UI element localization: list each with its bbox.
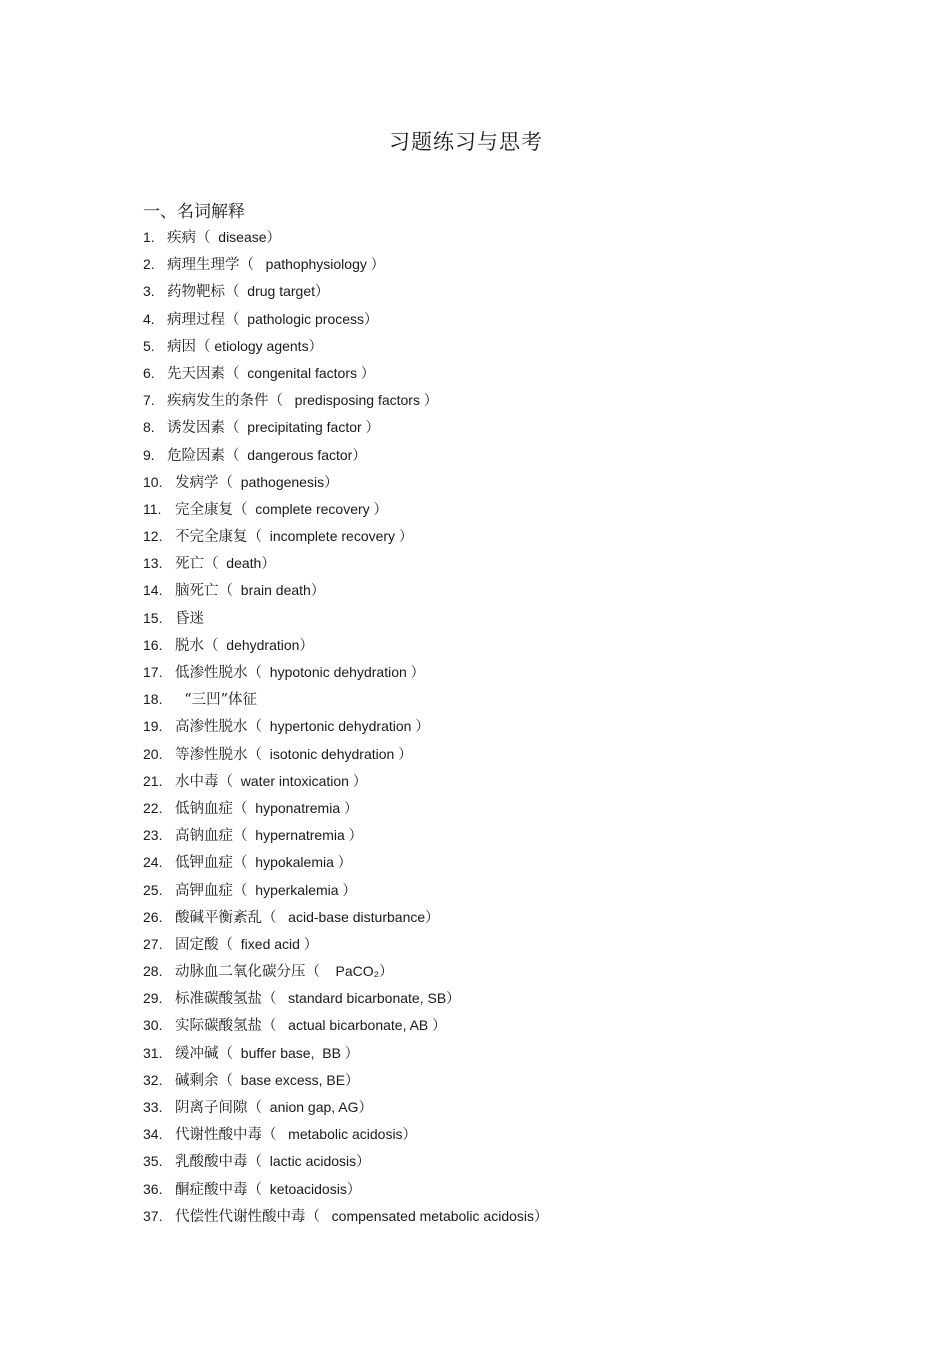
list-item xyxy=(143,851,548,878)
list-item xyxy=(143,960,548,987)
item-term-en: compensated metabolic acidosis） xyxy=(320,1207,548,1224)
list-item xyxy=(143,715,548,742)
item-term-zh: 缓冲碱（ xyxy=(175,1045,233,1062)
item-number: 33. xyxy=(143,1099,163,1115)
item-number: 9. xyxy=(143,446,155,463)
item-term-zh: 动脉血二氧化碳分压（ xyxy=(175,964,320,981)
list-item xyxy=(143,634,548,661)
item-term-zh: 实际碳酸氢盐（ xyxy=(175,1018,277,1035)
item-term-zh: 碱剩余（ xyxy=(175,1072,233,1089)
item-term-en: drug target） xyxy=(239,283,329,300)
item-term-zh: 完全康复（ xyxy=(175,501,248,518)
item-number: 1. xyxy=(143,229,155,245)
item-term-zh: 昏迷 xyxy=(175,610,204,627)
item-term-en: predisposing factors ） xyxy=(283,392,438,409)
item-term-en: lactic acidosis） xyxy=(262,1153,371,1170)
item-term-en: fixed acid ） xyxy=(233,935,318,952)
item-number: 5. xyxy=(143,337,155,354)
item-number: 27. xyxy=(143,935,163,952)
item-term-en: standard bicarbonate, SB） xyxy=(276,990,461,1007)
list-item xyxy=(143,607,548,634)
item-number: 14. xyxy=(143,582,163,599)
list-item xyxy=(143,1042,548,1069)
item-term-zh: 酸碱平衡紊乱（ xyxy=(175,909,277,926)
item-term-en: actual bicarbonate, AB ） xyxy=(276,1017,447,1034)
item-number: 3. xyxy=(143,283,155,300)
item-term-zh: 标准碳酸氢盐（ xyxy=(175,991,277,1008)
list-item xyxy=(143,1150,548,1177)
list-item xyxy=(143,389,548,416)
item-term-zh: 阴离子间隙（ xyxy=(175,1100,262,1116)
item-term-zh: 代偿性代谢性酸中毒（ xyxy=(175,1208,320,1225)
list-item xyxy=(143,933,548,960)
item-term-zh: 酮症酸中毒（ xyxy=(175,1181,262,1198)
item-term-zh: 高钠血症（ xyxy=(175,828,248,845)
list-item xyxy=(143,444,548,471)
item-term-zh: 病因（ xyxy=(167,338,211,355)
item-number: 30. xyxy=(143,1017,163,1034)
item-number: 29. xyxy=(143,990,163,1007)
item-term-zh: 乳酸酸中毒（ xyxy=(175,1154,262,1171)
term-list xyxy=(143,226,548,1232)
page-title: 习题练习与思考 xyxy=(389,130,543,154)
list-item xyxy=(143,906,548,933)
item-term-zh: “三凹”体征 xyxy=(175,692,258,709)
item-number: 11. xyxy=(143,500,162,517)
item-number: 23. xyxy=(143,827,163,844)
item-term-zh: 脱水（ xyxy=(175,637,219,654)
item-number: 31. xyxy=(143,1044,163,1061)
item-number: 37. xyxy=(143,1207,163,1224)
list-item xyxy=(143,879,548,906)
item-number: 8. xyxy=(143,419,155,436)
item-number: 10. xyxy=(143,473,163,490)
list-item xyxy=(143,1069,548,1096)
item-number: 32. xyxy=(143,1071,163,1088)
item-term-en: acid-base disturbance） xyxy=(276,908,440,925)
item-term-en: complete recovery ） xyxy=(247,500,388,517)
item-term-zh: 疾病发生的条件（ xyxy=(167,393,283,410)
item-term-zh: 低钠血症（ xyxy=(175,800,248,817)
list-item xyxy=(143,416,548,443)
item-term-en: hypotonic dehydration ） xyxy=(262,664,425,680)
list-item xyxy=(143,552,548,579)
item-number: 2. xyxy=(143,256,155,273)
item-term-zh: 脑死亡（ xyxy=(175,583,233,600)
list-item xyxy=(143,579,548,606)
item-term-zh: 死亡（ xyxy=(175,556,219,573)
item-term-zh: 病理过程（ xyxy=(167,311,240,328)
item-number: 17. xyxy=(143,664,163,680)
list-item xyxy=(143,987,548,1014)
item-number: 12. xyxy=(143,528,163,545)
list-item xyxy=(143,362,548,389)
item-term-zh: 先天因素（ xyxy=(167,365,240,382)
list-item xyxy=(143,770,548,797)
item-term-en: water intoxication ） xyxy=(233,772,367,789)
item-term-zh: 代谢性酸中毒（ xyxy=(175,1127,277,1144)
item-number: 36. xyxy=(143,1180,163,1197)
item-number: 19. xyxy=(143,718,163,735)
list-item xyxy=(143,226,548,253)
item-term-zh: 药物靶标（ xyxy=(167,284,240,301)
list-item xyxy=(143,525,548,552)
item-term-zh: 危险因素（ xyxy=(167,447,240,464)
list-item xyxy=(143,743,548,770)
item-number: 24. xyxy=(143,854,163,871)
item-term-zh: 高渗性脱水（ xyxy=(175,719,262,736)
item-term-en: precipitating factor ） xyxy=(239,419,380,436)
item-term-zh: 固定酸（ xyxy=(175,936,233,953)
list-item xyxy=(143,1178,548,1205)
item-term-zh: 低渗性脱水（ xyxy=(175,665,262,681)
item-term-en: dehydration） xyxy=(218,636,314,653)
item-number: 13. xyxy=(143,555,163,572)
list-item xyxy=(143,280,548,307)
item-term-en: death） xyxy=(218,555,276,572)
item-term-zh: 诱发因素（ xyxy=(167,420,240,437)
list-item xyxy=(143,471,548,498)
list-item xyxy=(143,498,548,525)
item-term-en: brain death） xyxy=(233,582,325,599)
item-term-zh: 发病学（ xyxy=(175,474,233,491)
item-number: 18. xyxy=(143,691,163,708)
item-term-en: hyperkalemia ） xyxy=(247,881,357,898)
item-term-en: disease） xyxy=(210,229,281,245)
item-term-en: hypernatremia ） xyxy=(247,827,363,844)
item-number: 4. xyxy=(143,310,155,327)
item-number: 26. xyxy=(143,908,163,925)
item-term-zh: 不完全康复（ xyxy=(175,529,262,546)
item-term-zh: 病理生理学（ xyxy=(167,257,254,274)
list-item xyxy=(143,824,548,851)
item-term-zh: 低钾血症（ xyxy=(175,855,248,872)
item-term-en: etiology agents） xyxy=(210,337,323,354)
item-term-en: congenital factors ） xyxy=(239,364,375,381)
item-term-en: pathologic process） xyxy=(239,310,379,327)
item-term-zh: 高钾血症（ xyxy=(175,882,248,899)
list-item xyxy=(143,797,548,824)
item-term-zh: 水中毒（ xyxy=(175,773,233,790)
item-term-en: hypokalemia ） xyxy=(247,854,352,871)
list-item xyxy=(143,335,548,362)
item-term-en: buffer base, BB ） xyxy=(233,1044,359,1061)
item-term-en: isotonic dehydration ） xyxy=(262,745,413,762)
item-number: 22. xyxy=(143,799,163,816)
item-number: 15. xyxy=(143,609,163,626)
item-number: 34. xyxy=(143,1126,163,1143)
item-term-en: anion gap, AG） xyxy=(262,1099,373,1115)
item-number: 35. xyxy=(143,1153,163,1170)
list-item xyxy=(143,253,548,280)
item-term-en: PaCO₂） xyxy=(320,963,394,980)
list-item xyxy=(143,308,548,335)
list-item xyxy=(143,688,548,715)
item-term-en: hypertonic dehydration ） xyxy=(262,718,430,735)
item-number: 28. xyxy=(143,963,163,980)
item-term-en: pathogenesis） xyxy=(233,473,339,490)
item-term-zh: 等渗性脱水（ xyxy=(175,746,262,763)
item-number: 25. xyxy=(143,881,163,898)
item-term-en: incomplete recovery ） xyxy=(262,528,413,545)
list-item xyxy=(143,1205,548,1232)
list-item xyxy=(143,1014,548,1041)
section-heading: 一、名词解释 xyxy=(143,202,245,222)
item-number: 20. xyxy=(143,745,163,762)
item-term-en: base excess, BE） xyxy=(233,1071,360,1088)
list-item xyxy=(143,1096,548,1123)
item-number: 21. xyxy=(143,772,163,789)
list-item xyxy=(143,661,548,688)
item-number: 6. xyxy=(143,364,155,381)
item-number: 7. xyxy=(143,392,155,409)
item-term-en: metabolic acidosis） xyxy=(276,1126,417,1143)
item-number: 16. xyxy=(143,636,163,653)
list-item xyxy=(143,1123,548,1150)
item-term-en: ketoacidosis） xyxy=(262,1180,361,1197)
item-term-en: pathophysiology ） xyxy=(254,256,385,273)
item-term-en: hyponatremia ） xyxy=(247,799,358,816)
item-term-en: dangerous factor） xyxy=(239,446,367,463)
item-term-zh: 疾病（ xyxy=(167,230,211,246)
